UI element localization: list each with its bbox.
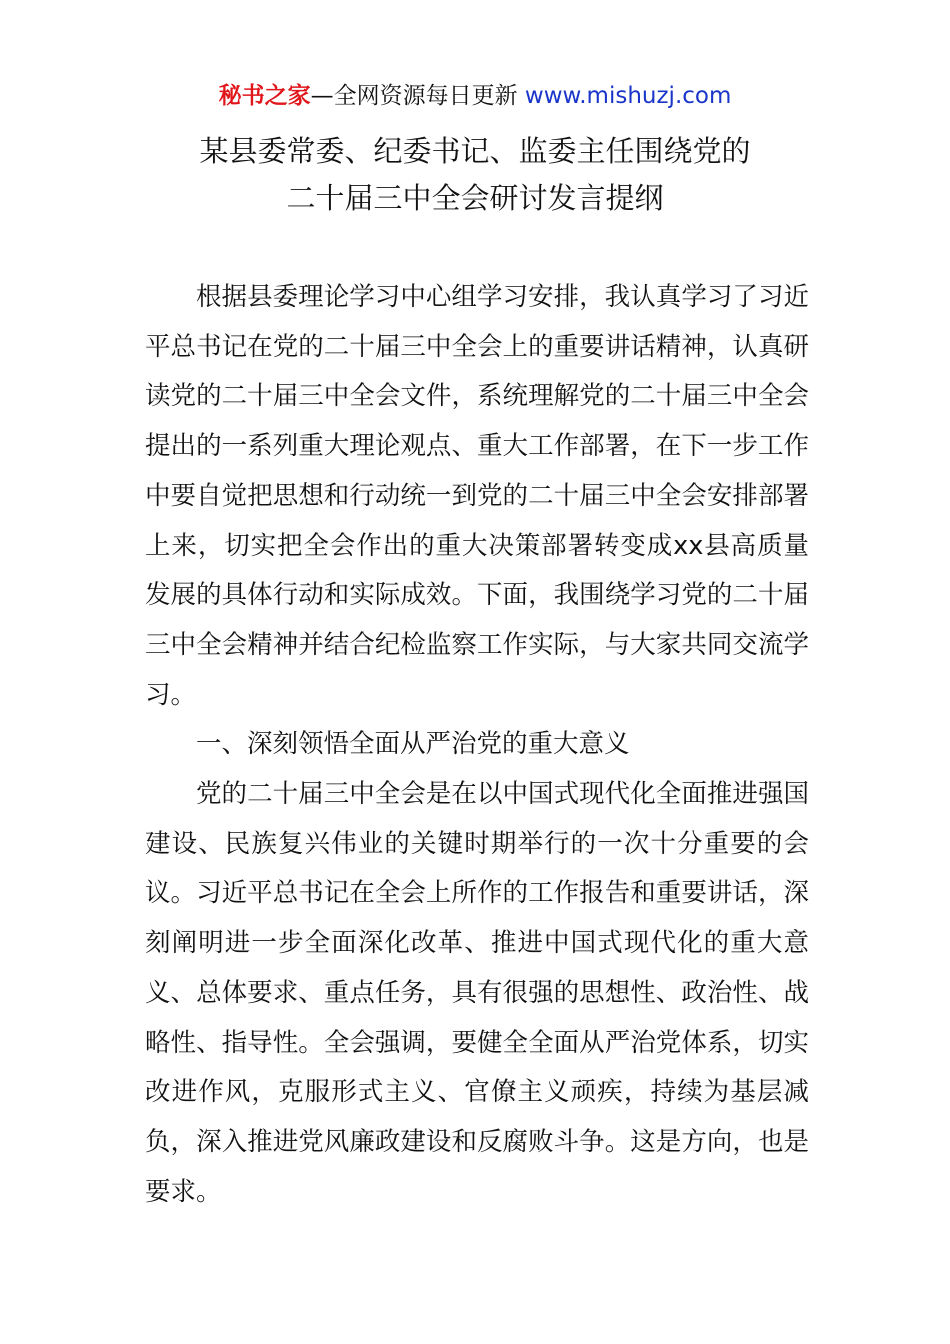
section-heading-1: 一、深刻领悟全面从严治党的重大意义 [196, 729, 630, 760]
body-paragraph-2: 党的二十届三中全会是在以中国式现代化全面推进强国建设、民族复兴伟业的关键时期举行的一次十分重要的会议。习近平总书记在全会上所作的工作报告和重要讲话，深刻阐明进一步全面深化改革、推进中国式现代化的重大意义、总体要求、重点任务，具有很强的思想性、政治性、战略性、指导性。全会强调，要健全全面从严治党体系，切实改进作风，克服形式主义、官僚主义顽疾，持续为基层减负，深入推进党风廉政建设和反腐败斗争。这是方向，也是要求。 [145, 779, 809, 1207]
site-url-link[interactable]: www.mishuzj.com [524, 83, 732, 109]
title-line-2: 二十届三中全会研讨发言提纲 [286, 181, 664, 215]
site-header [0, 80, 950, 112]
document-title [0, 128, 950, 222]
site-brand: 秘书之家 [218, 83, 311, 109]
site-tagline: —全网资源每日更新 [310, 83, 525, 109]
body-paragraph-1: 根据县委理论学习中心组学习安排，我认真学习了习近平总书记在党的二十届三中全会上的重要讲话精神，认真研读党的二十届三中全会文件，系统理解党的二十届三中全会提出的一系列重大理论观点、重大工作部署，在下一步工作中要自觉把思想和行动统一到党的二十届三中全会安排部署上来，切实把全会作出的重大决策部署转变成xx县高质量发展的具体行动和实际成效。下面，我围绕学习党的二十届三中全会精神并结合纪检监察工作实际，与大家共同交流学习。 [145, 282, 809, 710]
title-line-1: 某县委常委、纪委书记、监委主任围绕党的 [199, 134, 751, 168]
document-body [145, 273, 809, 1217]
